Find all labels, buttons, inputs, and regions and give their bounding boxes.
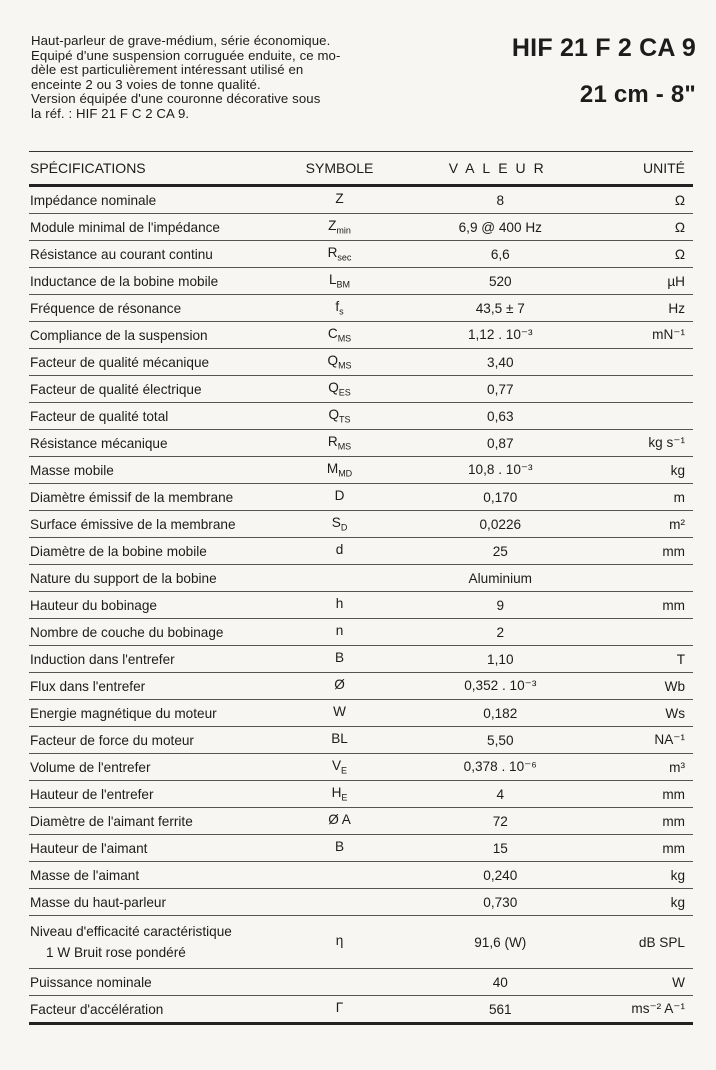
symbol-cell [292,218,388,236]
spec-name: Puissance nominale [30,974,152,990]
header-spec: SPÉCIFICATIONS [30,160,146,176]
value-cell: Aluminium [468,570,533,586]
symbol-cell [292,758,388,776]
intro-line: Equipé d'une suspension corruguée enduite, ce mo- [31,47,341,63]
unit-cell: µH [667,273,685,289]
unit-cell: kg [670,462,685,478]
value-cell: 0,182 [483,705,518,721]
symbol-cell [292,596,388,614]
spec-name: Diamètre émissif de la membrane [30,489,234,505]
unit-cell: Hz [668,300,685,316]
value-cell: 0,0226 [479,516,522,532]
table-row [29,727,693,754]
symbol: d [335,542,344,558]
unit-cell: kg [670,894,685,910]
spec-name: Nombre de couche du bobinage [30,624,224,640]
unit-cell: m³ [669,759,685,775]
table-row [29,268,693,295]
symbol: Γ [335,1000,344,1016]
symbol: η [335,933,344,949]
table-row [29,538,693,565]
spec-table [29,151,693,1025]
symbol-subscript: MS [337,441,352,452]
table-row [29,187,693,214]
value-cell: 0,730 [483,894,518,910]
value-cell: 4 [496,786,505,802]
symbol: Z [335,191,344,207]
value-cell: 6,9 @ 400 Hz [458,219,542,235]
table-body [29,187,693,1025]
table-row [29,484,693,511]
value-cell: 25 [492,543,508,559]
table-row [29,241,693,268]
symbol-cell [292,353,388,371]
spec-cell [29,921,292,963]
symbol: BL [331,731,348,747]
unit-cell: kg s⁻¹ [648,435,685,450]
value-cell: 1,10 [487,651,514,667]
symbol-subscript: E [341,792,348,803]
spec-name: Facteur de qualité total [30,408,169,424]
table-row [29,430,693,457]
symbol-cell [292,812,388,830]
unit-cell: T [676,651,685,667]
unit-cell: mm [662,813,685,829]
symbol: f [335,299,340,315]
value-cell: 0,77 [487,381,514,397]
spec-name: Facteur de qualité mécanique [30,354,210,370]
intro-line: enceinte 2 ou 3 voies de tonne qualité. [31,76,261,92]
symbol-cell [292,380,388,398]
value-cell: 5,50 [487,732,514,748]
table-row [29,996,693,1025]
symbol-cell [292,407,388,425]
intro-line: dèle est particulièrement intéressant utilisé en [31,62,304,78]
unit-cell: mm [662,840,685,856]
symbol: R [327,434,338,450]
symbol-subscript: E [341,765,348,776]
spec-name: Masse mobile [30,462,114,478]
symbol: D [334,488,345,504]
table-row [29,619,693,646]
symbol-subscript: MS [338,360,352,371]
symbol-cell [292,326,388,344]
spec-name: Nature du support de la bobine [30,570,217,586]
table-row [29,808,693,835]
table-row [29,214,693,241]
table-row [29,754,693,781]
header-symbol: SYMBOLE [305,160,374,176]
symbol-cell [292,515,388,533]
table-row [29,646,693,673]
symbol: Q [328,407,340,423]
symbol-cell [292,245,388,263]
symbol: Ø [334,677,345,693]
table-row [29,673,693,700]
unit-cell: mm [662,597,685,613]
value-cell: 1,12 . 10⁻³ [467,327,533,342]
unit-cell: NA⁻¹ [654,732,685,747]
symbol: B [334,650,345,666]
intro-line: Haut-parleur de grave-médium, série économique. [31,33,331,48]
table-row [29,781,693,808]
value-cell: 0,352 . 10⁻³ [464,678,537,693]
unit-cell: mN⁻¹ [652,327,685,342]
table-row [29,376,693,403]
unit-cell: W [672,974,685,990]
symbol: Z [328,218,337,234]
table-row [29,511,693,538]
spec-name: Surface émissive de la membrane [30,516,236,532]
spec-name: Impédance nominale [30,192,157,208]
symbol-subscript: MD [338,468,353,479]
header-value: VALEUR [448,160,552,176]
table-row [29,916,693,969]
spec-name-detail: 1 W Bruit rose pondéré [46,945,186,960]
unit-cell: mm [662,543,685,559]
table-row [29,862,693,889]
unit-cell: Ω [674,192,685,208]
symbol: M [326,461,339,477]
symbol: Q [328,380,339,396]
spec-name: Diamètre de la bobine mobile [30,543,207,559]
spec-name: Hauteur de l'entrefer [30,786,154,802]
symbol-cell [292,677,388,695]
spec-name: Résistance mécanique [30,435,168,451]
spec-name: Inductance de la bobine mobile [30,273,219,289]
symbol: n [335,623,344,639]
table-row [29,403,693,430]
symbol: h [335,596,344,612]
table-header [29,152,693,187]
value-cell: 10,8 . 10⁻³ [467,462,533,477]
symbol: C [327,326,338,342]
symbol-cell [292,1000,388,1018]
value-cell: 0,63 [487,408,514,424]
value-cell: 0,170 [483,489,518,505]
symbol-cell [292,785,388,803]
table-row [29,835,693,862]
spec-name: Hauteur de l'aimant [30,840,148,856]
value-cell: 3,40 [487,354,514,370]
unit-cell: kg [670,867,685,883]
spec-name: Module minimal de l'impédance [30,219,220,235]
symbol: Q [327,353,339,369]
symbol: S [331,515,341,531]
spec-name: Facteur de qualité électrique [30,381,202,397]
spec-name: Facteur d'accélération [30,1001,164,1017]
symbol: B [334,839,345,855]
spec-name: Induction dans l'entrefer [30,651,175,667]
spec-name: Volume de l'entrefer [30,759,151,775]
symbol-subscript: MS [337,333,352,344]
symbol-cell [292,650,388,668]
unit-cell: Ω [674,246,685,262]
intro-line: Version équipée d'une couronne décorative sous [31,91,321,107]
table-row [29,969,693,996]
symbol-subscript: sec [337,252,352,263]
symbol-cell [292,191,388,209]
intro-line: la réf. : HIF 21 F C 2 CA 9. [31,105,190,121]
table-row [29,295,693,322]
unit-cell: dB SPL [638,934,685,950]
value-cell: 0,378 . 10⁻⁶ [463,759,537,774]
symbol: Ø A [328,812,351,828]
spec-name: Energie magnétique du moteur [30,705,217,721]
value-cell: 91,6 (W) [474,934,527,950]
table-row [29,889,693,916]
unit-cell: mm [662,786,685,802]
unit-cell: m [673,489,685,505]
spec-name: Diamètre de l'aimant ferrite [30,813,193,829]
unit-cell: Ω [674,219,685,235]
spec-name: Facteur de force du moteur [30,732,194,748]
value-cell: 43,5 ± 7 [475,300,525,316]
symbol-cell [292,704,388,722]
symbol-subscript: ES [338,387,351,398]
value-cell: 6,6 [490,246,510,262]
spec-name: Masse de l'aimant [30,867,140,883]
symbol-subscript: D [340,522,348,533]
symbol: W [333,704,346,720]
spec-name: Hauteur du bobinage [30,597,157,613]
model-size: 21 cm - 8" [579,81,696,108]
symbol: H [331,785,342,801]
unit-cell: ms⁻² A⁻¹ [631,1001,685,1016]
symbol-subscript: BM [336,279,351,290]
unit-cell: m² [669,516,685,532]
table-row [29,700,693,727]
value-cell: 9 [496,597,505,613]
intro-text [31,34,415,122]
table-row [29,592,693,619]
table-row [29,457,693,484]
value-cell: 0,87 [487,435,514,451]
symbol-subscript: s [339,306,344,317]
symbol: R [327,245,338,261]
symbol-cell [292,839,388,857]
spec-name: Compliance de la suspension [30,327,208,343]
value-cell: 15 [492,840,508,856]
symbol-cell [292,272,388,290]
value-cell: 72 [492,813,508,829]
header-unit: UNITÉ [643,160,685,176]
symbol-cell [292,299,388,317]
symbol-cell [292,488,388,506]
table-row [29,565,693,592]
symbol-subscript: min [336,225,351,236]
symbol-subscript: TS [339,414,351,425]
value-cell: 40 [492,974,508,990]
symbol-cell [292,434,388,452]
value-cell: 8 [496,192,505,208]
table-row [29,322,693,349]
model-reference: HIF 21 F 2 CA 9 [511,34,696,62]
model-block [512,34,696,109]
value-cell: 561 [488,1001,512,1017]
spec-name: Flux dans l'entrefer [30,678,146,694]
symbol: L [328,272,337,288]
unit-cell: Ws [665,705,685,721]
unit-cell: Wb [664,678,685,694]
symbol-cell [292,461,388,479]
spec-name: Résistance au courant continu [30,246,213,262]
table-row [29,349,693,376]
spec-name: Fréquence de résonance [30,300,182,316]
value-cell: 2 [496,624,505,640]
symbol: V [331,758,342,774]
symbol-cell [292,731,388,749]
symbol-cell [292,623,388,641]
value-cell: 0,240 [483,867,518,883]
spec-name: Niveau d'efficacité caractéristique [30,924,232,939]
value-cell: 520 [488,273,512,289]
symbol-cell [292,542,388,560]
symbol-cell [292,933,388,951]
spec-name: Masse du haut-parleur [30,894,167,910]
